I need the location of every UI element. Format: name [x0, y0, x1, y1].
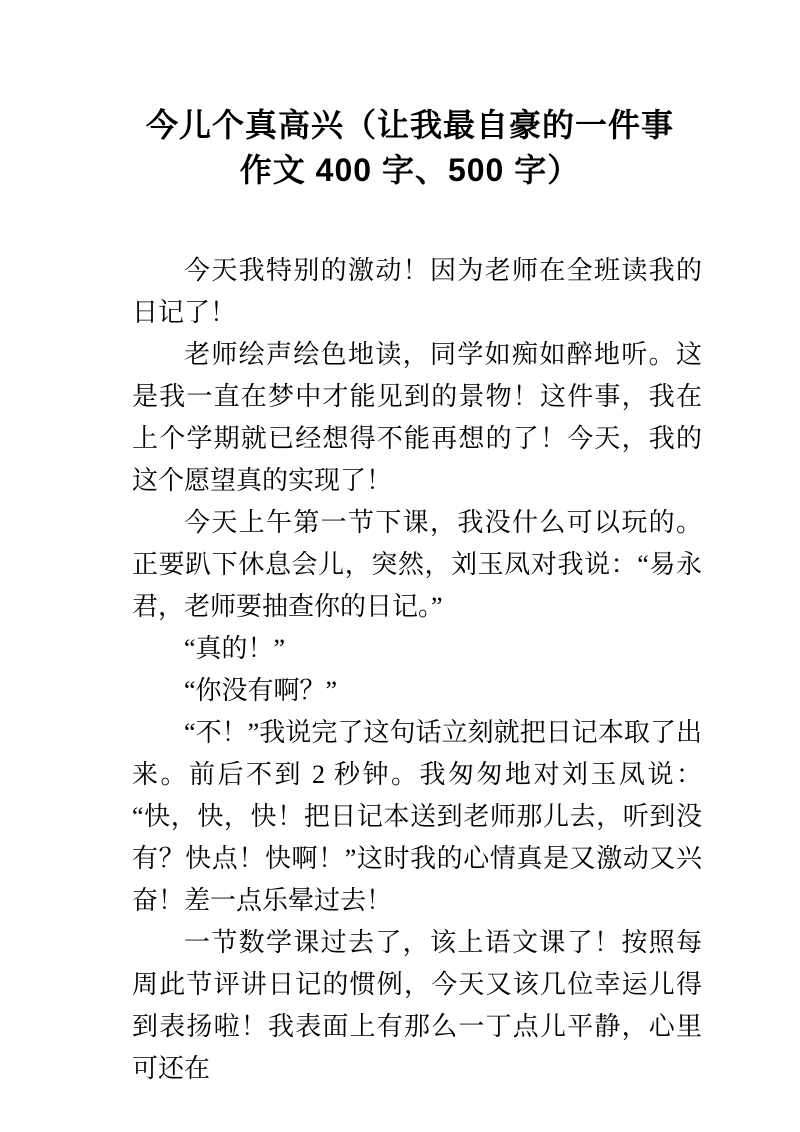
essay-title-line-2: 作文 400 字、500 字）: [239, 152, 581, 188]
paragraph-dialogue-1: “真的！”: [184, 634, 286, 663]
paragraph-diary-handover: “不！”我说完了这句话立刻就把日记本取了出来。前后不到 2 秒钟。我匆匆地对刘玉凤说：“快，快，快！把日记本送到老师那儿去，听到没有？快点！快啊！”这时我的心情真是又激动又兴奋！差一点乐晕过去！: [132, 718, 702, 915]
paragraph-dialogue-2: “你没有啊？”: [184, 676, 338, 705]
essay-title: [118, 103, 702, 193]
essay-body: [132, 250, 702, 1090]
paragraph-chinese-class: 一节数学课过去了，该上语文课了！按照每周此节评讲日记的惯例，今天又该几位幸运儿得到表扬啦！我表面上有那么一丁点儿平静，心里可还在: [132, 928, 702, 1083]
paragraph-recess: 今天上午第一节下课，我没什么可以玩的。正要趴下休息会儿，突然，刘玉凤对我说：“易永君，老师要抽查你的日记。”: [132, 508, 702, 621]
paragraph-intro: 今天我特别的激动！因为老师在全班读我的日记了！: [132, 256, 702, 327]
paragraph-teacher-reading: 老师绘声绘色地读，同学如痴如醉地听。这是我一直在梦中才能见到的景物！这件事，我在上个学期就已经想得不能再想的了！今天，我的这个愿望真的实现了！: [132, 340, 702, 495]
essay-title-line-1: 今儿个真高兴（让我最自豪的一件事: [145, 107, 674, 143]
